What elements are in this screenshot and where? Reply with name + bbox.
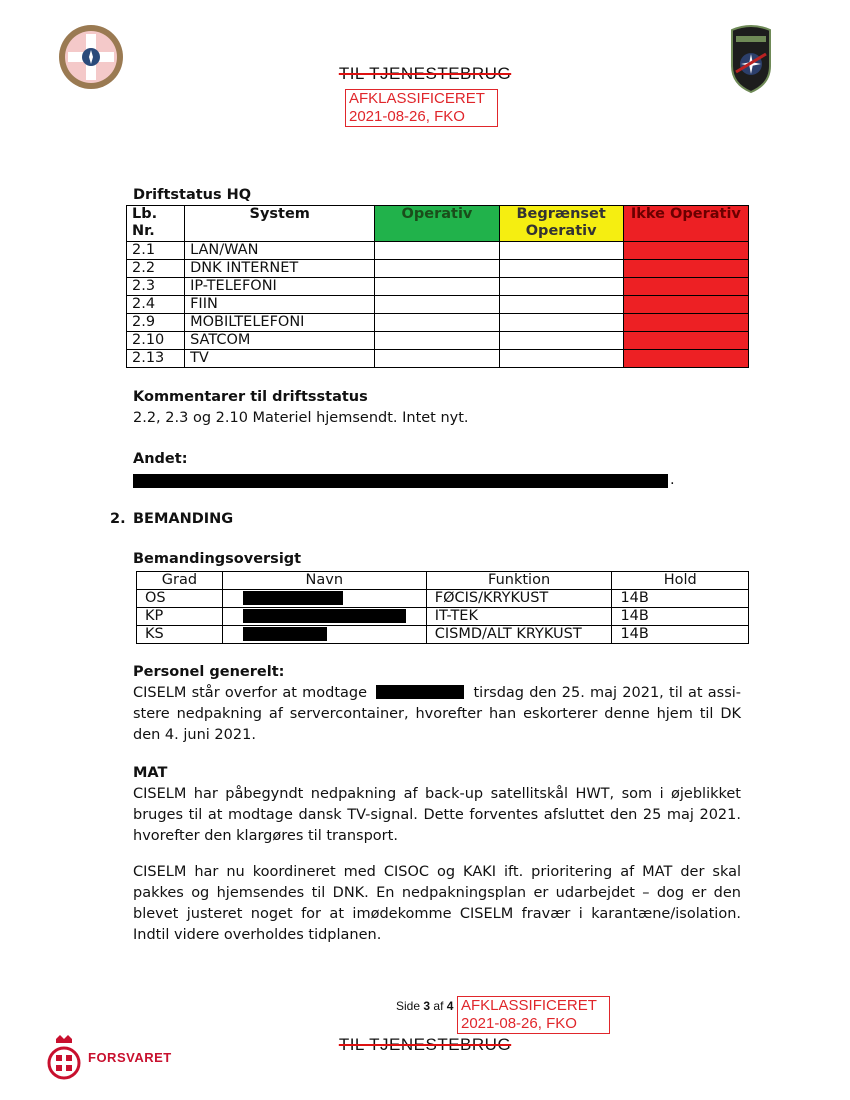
col-lb-nr: Lb. Nr. xyxy=(127,206,185,242)
mat-title: MAT xyxy=(133,765,168,781)
funktion-cell: FØCIS/KRYKUST xyxy=(426,590,612,608)
page-total: 4 xyxy=(446,999,454,1013)
operativ-cell xyxy=(375,314,499,332)
driftstatus-header-row xyxy=(127,206,749,242)
operativ-cell xyxy=(375,278,499,296)
col-operativ: Operativ xyxy=(375,206,499,242)
ikke-operativ-cell xyxy=(623,278,748,296)
begraenset-cell xyxy=(499,314,623,332)
table-row xyxy=(127,278,749,296)
forsvaret-wordmark: FORSVARET xyxy=(88,1049,172,1065)
col-begraenset-operativ: Begrænset Operativ xyxy=(499,206,623,242)
forsvaret-logo xyxy=(46,1032,172,1082)
ikke-operativ-cell xyxy=(623,314,748,332)
stamp-line-2: 2021-08-26, FKO xyxy=(461,1015,577,1032)
begraenset-cell xyxy=(499,242,623,260)
classification-footer: TIL TJENESTEBRUG xyxy=(338,1035,512,1054)
grad-cell: OS xyxy=(137,590,223,608)
system-cell: TV xyxy=(185,350,375,368)
bemanding-title: Bemandingsoversigt xyxy=(133,551,302,567)
system-cell: IP-TELEFONI xyxy=(185,278,375,296)
ikke-operativ-cell xyxy=(623,260,748,278)
driftstatus-table xyxy=(126,205,749,368)
navn-cell xyxy=(222,626,426,644)
page-current: 3 xyxy=(423,999,431,1013)
redacted-name-inline xyxy=(376,685,464,699)
kommentarer-text: 2.2, 2.3 og 2.10 Materiel hjemsendt. Intet nyt. xyxy=(133,410,469,426)
begraenset-cell xyxy=(499,296,623,314)
bemanding-header-row xyxy=(137,572,749,590)
section-number: 2. xyxy=(110,511,126,527)
andet-trailing: . xyxy=(670,472,675,488)
hold-cell: 14B xyxy=(612,608,749,626)
table-row xyxy=(127,314,749,332)
system-cell: FIIN xyxy=(185,296,375,314)
classification-header: TIL TJENESTEBRUG xyxy=(338,64,512,83)
table-row xyxy=(137,608,749,626)
table-row xyxy=(127,332,749,350)
bemanding-table xyxy=(136,571,749,644)
table-row xyxy=(137,590,749,608)
col-navn: Navn xyxy=(222,572,426,590)
begraenset-cell xyxy=(499,350,623,368)
lb-nr-cell: 2.2 xyxy=(127,260,185,278)
ikke-operativ-cell xyxy=(623,332,748,350)
lb-nr-cell: 2.4 xyxy=(127,296,185,314)
driftstatus-title: Driftstatus HQ xyxy=(133,187,252,203)
stamp-line-1: AFKLASSIFICERET xyxy=(349,90,485,107)
operativ-cell xyxy=(375,296,499,314)
funktion-cell: CISMD/ALT KRYKUST xyxy=(426,626,612,644)
operativ-cell xyxy=(375,350,499,368)
table-row xyxy=(127,296,749,314)
declassified-stamp-footer xyxy=(457,996,610,1034)
stamp-line-1: AFKLASSIFICERET xyxy=(461,997,597,1014)
grad-cell: KP xyxy=(137,608,223,626)
col-ikke-operativ: Ikke Operativ xyxy=(623,206,748,242)
system-cell: DNK INTERNET xyxy=(185,260,375,278)
operativ-cell xyxy=(375,260,499,278)
lb-nr-cell: 2.1 xyxy=(127,242,185,260)
table-row xyxy=(137,626,749,644)
lb-nr-cell: 2.10 xyxy=(127,332,185,350)
funktion-cell: IT-TEK xyxy=(426,608,612,626)
col-system: System xyxy=(185,206,375,242)
lb-nr-cell: 2.9 xyxy=(127,314,185,332)
personel-text xyxy=(133,683,741,746)
begraenset-cell xyxy=(499,278,623,296)
navn-cell xyxy=(222,608,426,626)
ikke-operativ-cell xyxy=(623,296,748,314)
table-row xyxy=(127,242,749,260)
mat-paragraph-1: CISELM har påbegyndt nedpakning af back-up satellitskål HWT, som i øjeblikket bruges til at modtage dansk TV-signal. Dette forventes afsluttet den 25 maj 2021. hvorefter den klargøres til transport. xyxy=(133,786,741,844)
system-cell: SATCOM xyxy=(185,332,375,350)
begraenset-cell xyxy=(499,260,623,278)
system-cell: MOBILTELEFONI xyxy=(185,314,375,332)
col-hold: Hold xyxy=(612,572,749,590)
redacted-name xyxy=(243,609,406,623)
redacted-name xyxy=(243,627,327,641)
ikke-operativ-cell xyxy=(623,242,748,260)
kommentarer-title: Kommentarer til driftsstatus xyxy=(133,389,368,405)
ikke-operativ-cell xyxy=(623,350,748,368)
page-number xyxy=(396,999,453,1013)
begraenset-cell xyxy=(499,332,623,350)
redacted-name xyxy=(243,591,343,605)
section-title: BEMANDING xyxy=(133,511,234,527)
col-grad: Grad xyxy=(137,572,223,590)
table-row xyxy=(127,260,749,278)
page-prefix: Side xyxy=(396,999,421,1013)
mat-paragraph-2: CISELM har nu koordineret med CISOC og KAKI ift. prioritering af MAT der skal pakkes og hjemsendes til DNK. En nedpakningsplan er udarbejdet – dog er den blevet justeret noget for at imødekomme CISELM fravær i karantæne/isolation. Indtil videre overholdes tidplanen. xyxy=(133,864,741,943)
operativ-cell xyxy=(375,242,499,260)
page-of: af xyxy=(433,999,444,1013)
table-row xyxy=(127,350,749,368)
personel-text-before: CISELM står overfor at modtage xyxy=(133,685,368,701)
andet-title: Andet: xyxy=(133,451,188,467)
navn-cell xyxy=(222,590,426,608)
lb-nr-cell: 2.13 xyxy=(127,350,185,368)
operativ-cell xyxy=(375,332,499,350)
personel-title: Personel generelt: xyxy=(133,664,285,680)
system-cell: LAN/WAN xyxy=(185,242,375,260)
personel-text-after: tirsdag den 25. maj 2021, til at assi-stere nedpakning af servercontainer, hvorefter han eskorterer denne hjem til DK den 4. juni 2021. xyxy=(133,685,742,743)
col-funktion: Funktion xyxy=(426,572,612,590)
hold-cell: 14B xyxy=(612,590,749,608)
declassified-stamp-header xyxy=(345,89,498,127)
stamp-line-2: 2021-08-26, FKO xyxy=(349,108,465,125)
grad-cell: KS xyxy=(137,626,223,644)
lb-nr-cell: 2.3 xyxy=(127,278,185,296)
hold-cell: 14B xyxy=(612,626,749,644)
crown-crest-icon xyxy=(46,1033,82,1081)
andet-redacted-block xyxy=(133,474,668,488)
